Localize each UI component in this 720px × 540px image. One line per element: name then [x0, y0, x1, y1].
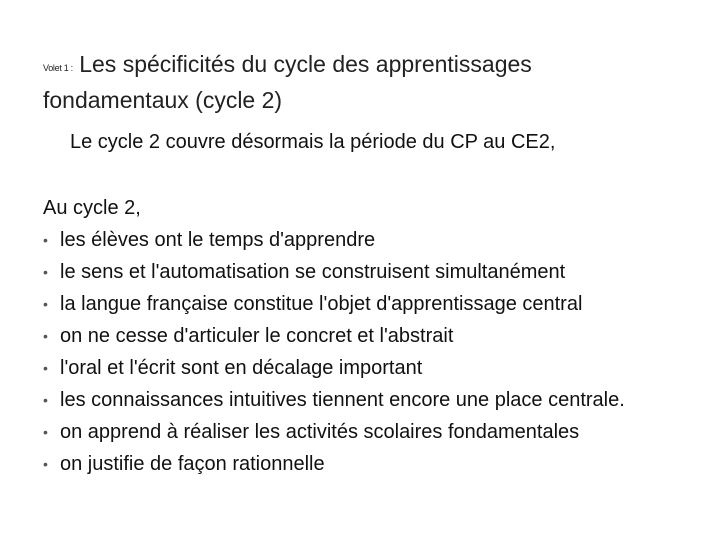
bullet-text: on ne cesse d'articuler le concret et l'abstrait [60, 325, 454, 347]
bullet-item [43, 448, 703, 480]
bullet-list [43, 224, 703, 480]
bullet-text: les élèves ont le temps d'apprendre [60, 229, 376, 251]
bullet-text: on justifie de façon rationnelle [60, 453, 325, 475]
bullet-text: la langue française constitue l'objet d'apprentissage central [60, 293, 583, 315]
bullet-item [43, 224, 703, 256]
bullet-item [43, 352, 703, 384]
bullet-icon: • [43, 232, 48, 248]
bullet-item [43, 320, 703, 352]
title-text: Les spécificités du cycle des apprentissages fondamentaux (cycle 2) [43, 51, 532, 113]
slide-body [43, 193, 703, 480]
bullet-icon: • [43, 328, 48, 344]
slide-title [43, 48, 683, 116]
bullet-icon: • [43, 296, 48, 312]
bullet-text: les connaissances intuitives tiennent encore une place centrale. [60, 389, 625, 411]
volet-label: Volet 1 : [43, 63, 73, 73]
bullet-text: on apprend à réaliser les activités scolaires fondamentales [60, 421, 580, 443]
bullet-item [43, 256, 703, 288]
bullet-item [43, 288, 703, 320]
bullet-icon: • [43, 360, 48, 376]
bullet-text: l'oral et l'écrit sont en décalage important [60, 357, 423, 379]
bullet-text: le sens et l'automatisation se construisent simultanément [60, 261, 566, 283]
intro-text: Au cycle 2, [43, 197, 141, 219]
bullet-icon: • [43, 392, 48, 408]
bullet-item [43, 416, 703, 448]
bullet-icon: • [43, 456, 48, 472]
bullet-icon: • [43, 264, 48, 280]
bullet-item [43, 384, 703, 416]
slide-subtitle: Le cycle 2 couvre désormais la période du CP au CE2, [70, 131, 556, 153]
bullet-icon: • [43, 424, 48, 440]
